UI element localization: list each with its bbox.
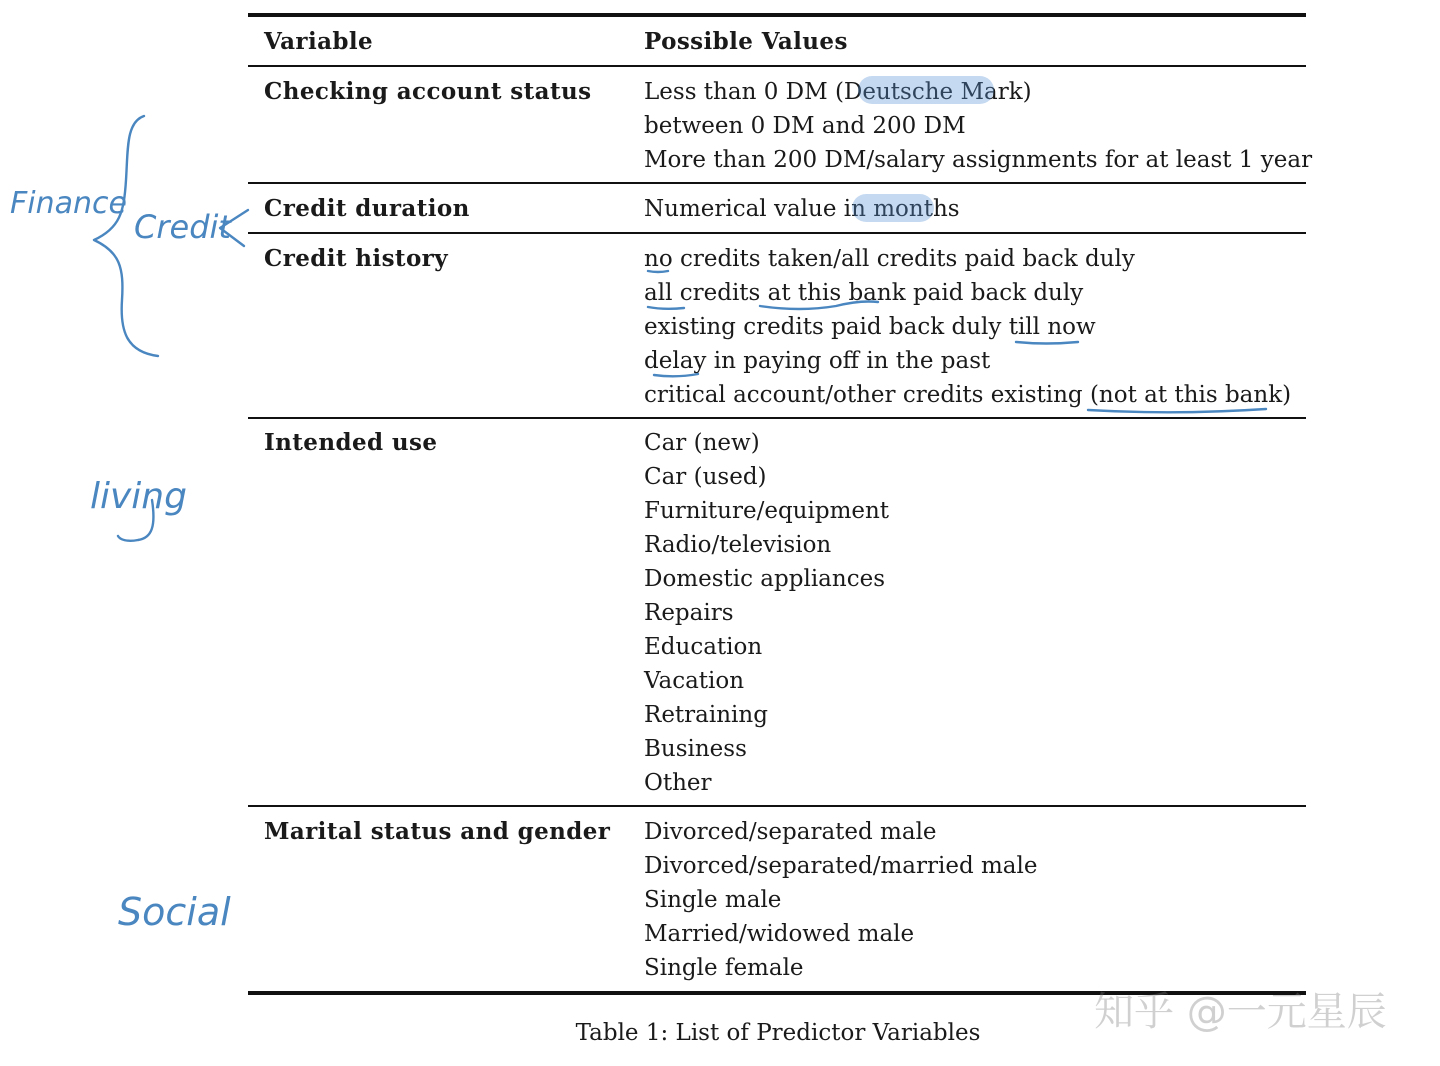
- value-item: Car (used): [644, 464, 767, 490]
- row-values-credit-history: [644, 242, 1291, 412]
- row-values-marital-status: [644, 815, 1037, 985]
- value-item: Radio/television: [644, 532, 832, 558]
- row-variable-credit-history: Credit history: [264, 245, 448, 272]
- row-variable-checking: Checking account status: [264, 78, 592, 105]
- value-item: Retraining: [644, 702, 768, 728]
- value-item: More than 200 DM/salary assignments for at least 1 year: [644, 147, 1313, 173]
- header-rule: [248, 65, 1306, 67]
- row-rule: [248, 805, 1306, 807]
- value-item: Single female: [644, 955, 804, 981]
- row-variable-marital-status: Marital status and gender: [264, 818, 611, 845]
- row-rule: [248, 182, 1306, 184]
- value-item: Vacation: [644, 668, 745, 694]
- value-item: no credits taken/all credits paid back duly: [644, 246, 1135, 272]
- value-item: Other: [644, 770, 712, 796]
- row-rule: [248, 417, 1306, 419]
- row-rule: [248, 232, 1306, 234]
- handwritten-finance: Finance: [10, 186, 127, 221]
- value-item: existing credits paid back duly till now: [644, 314, 1096, 340]
- value-item: Divorced/separated male: [644, 819, 937, 845]
- table-top-rule: [248, 13, 1306, 17]
- value-item: all credits at this bank paid back duly: [644, 280, 1084, 306]
- row-variable-intended-use: Intended use: [264, 429, 438, 456]
- value-item: Divorced/separated/married male: [644, 853, 1038, 879]
- handwritten-credit: Credit: [134, 208, 231, 246]
- highlight-months: [852, 194, 934, 222]
- value-item: Domestic appliances: [644, 566, 885, 592]
- row-values-intended-use: [644, 426, 889, 800]
- value-item: critical account/other credits existing (not at this bank): [644, 382, 1292, 408]
- highlight-deutsche-mark: [858, 76, 994, 104]
- row-variable-credit-duration: Credit duration: [264, 195, 470, 222]
- value-item: Business: [644, 736, 747, 762]
- value-item: Furniture/equipment: [644, 498, 890, 524]
- table-caption: Table 1: List of Predictor Variables: [575, 1020, 981, 1046]
- value-item: Less than 0 DM (Deutsche Mark): [644, 79, 1032, 105]
- handwritten-living: living: [90, 476, 187, 517]
- value-item: Numerical value in months: [644, 196, 960, 222]
- value-item: between 0 DM and 200 DM: [644, 113, 966, 139]
- header-variable: Variable: [264, 28, 374, 55]
- value-item: Education: [644, 634, 763, 660]
- value-item: delay in paying off in the past: [644, 348, 991, 374]
- value-item: Car (new): [644, 430, 760, 456]
- handwritten-social: Social: [118, 890, 231, 934]
- value-item: Single male: [644, 887, 782, 913]
- header-possible-values: Possible Values: [644, 28, 848, 55]
- value-item: Repairs: [644, 600, 734, 626]
- value-item: Married/widowed male: [644, 921, 915, 947]
- watermark: 知乎 @一元星辰: [1094, 989, 1387, 1035]
